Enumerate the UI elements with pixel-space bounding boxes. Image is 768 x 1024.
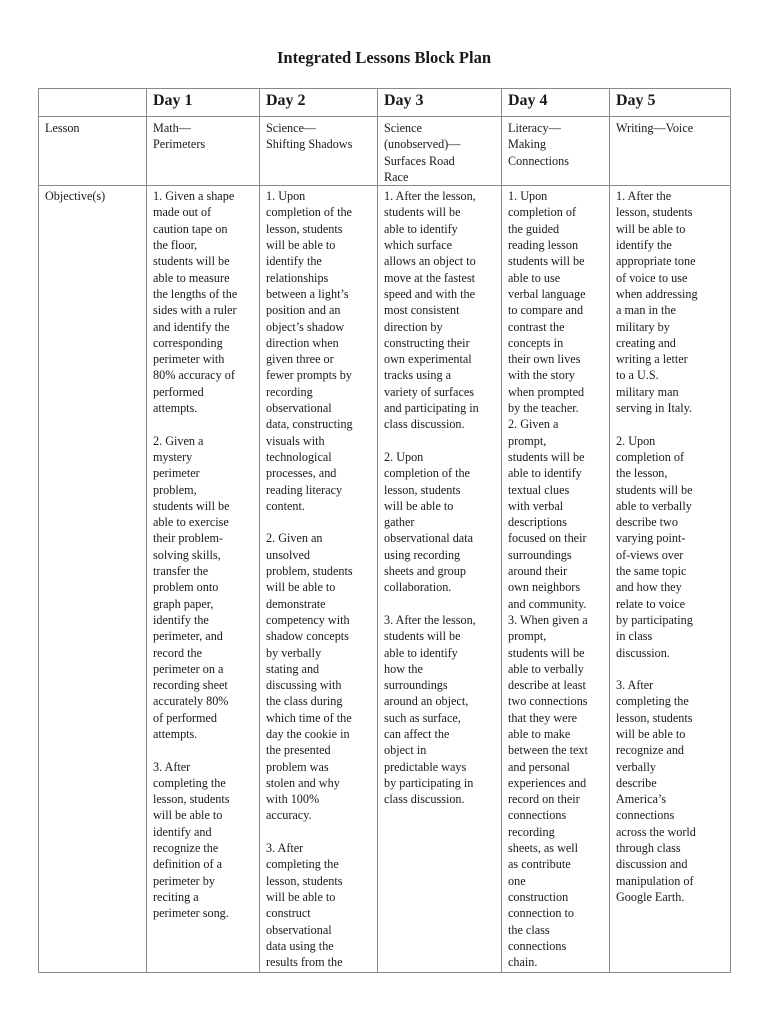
header-day-5: Day 5 (610, 89, 731, 117)
lesson-text-day-4: Literacy— Making Connections (508, 121, 569, 168)
lesson-cell-day-5 (610, 117, 731, 186)
objectives-row-label: Objective(s) (39, 186, 147, 973)
lesson-row (39, 117, 731, 186)
objectives-cell-day-3 (378, 186, 502, 973)
lesson-text-day-2: Science— Shifting Shadows (266, 121, 353, 152)
objectives-text-day-3: 1. After the lesson, students will be able to identify which surface allows an object to move at the fastest speed and with the most consistent direction by constructing their own experimental tracks using a variety of surfaces and participating in class discussion. 2. Upon completion of the lesson, students will be able to gather observational data using recording sheets and group collaboration. 3. After the lesson, students will be able to identify how the surroundings around an object, such as surface, can affect the object in predictable ways by participating in class discussion. (384, 189, 479, 807)
lesson-cell-day-1 (147, 117, 260, 186)
objectives-cell-day-2 (260, 186, 378, 973)
objectives-text-day-4: 1. Upon completion of the guided reading lesson students will be able to use verbal language to compare and contrast the concepts in their own lives with the story when prompted by the teacher. 2. Given a prompt, students will be able to identify textual clues with verbal descriptions focused on their surroundings around their own neighbors and community. 3. When given a prompt, students will be able to verbally describe at least two connections that they were able to make between the text and personal experiences and record on their connections recording sheets, as well as contribute one construction connection to the class connections chain. (508, 189, 588, 970)
header-row (39, 89, 731, 117)
lesson-cell-day-2 (260, 117, 378, 186)
objectives-row (39, 186, 731, 973)
objectives-cell-day-1 (147, 186, 260, 973)
header-cell-empty (39, 89, 147, 117)
header-day-2: Day 2 (260, 89, 378, 117)
objectives-text-day-1: 1. Given a shape made out of caution tape on the floor, students will be able to measure the lengths of the sides with a ruler and identify the corresponding perimeter with 80% accuracy of performed attempts. 2. Given a mystery perimeter problem, students will be able to exercise their problem- solving skills, transfer the problem onto graph paper, identify the perimeter, and record the perimeter on a recording sheet accurately 80% of performed attempts. 3. After completing the lesson, students will be able to identify and recognize the definition of a perimeter by reciting a perimeter song. (153, 189, 238, 921)
objectives-cell-day-4 (502, 186, 610, 973)
header-day-3: Day 3 (378, 89, 502, 117)
block-plan-table (38, 88, 731, 973)
lesson-cell-day-4 (502, 117, 610, 186)
objectives-text-day-5: 1. After the lesson, students will be able to identify the appropriate tone of voice to use when addressing a man in the military by creating and writing a letter to a U.S. military man serving in Italy. 2. Upon completion of the lesson, students will be able to verbally describe two varying point- of-views over the same topic and how they relate to voice by participating in class discussion. 3. After completing the lesson, students will be able to recognize and verbally describe America’s connections across the world through class discussion and manipulation of Google Earth. (616, 189, 698, 904)
lesson-text-day-3: Science (unobserved)— Surfaces Road Race (384, 121, 461, 184)
document-title: Integrated Lessons Block Plan (276, 48, 492, 67)
objectives-cell-day-5 (610, 186, 731, 973)
lesson-row-label: Lesson (39, 117, 147, 186)
header-day-1: Day 1 (147, 89, 260, 117)
header-day-4: Day 4 (502, 89, 610, 117)
lesson-text-day-1: Math— Perimeters (153, 121, 206, 152)
lesson-text-day-5: Writing—Voice (616, 121, 694, 135)
lesson-cell-day-3 (378, 117, 502, 186)
objectives-text-day-2: 1. Upon completion of the lesson, students will be able to identify the relationships between a light’s position and an object’s shadow direction when given three or fewer prompts by recording observational data, constructing visuals with technological processes, and reading literacy content. 2. Given an unsolved problem, students will be able to demonstrate competency with shadow concepts by verbally stating and discussing with the class during which time of the day the cookie in the presented problem was stolen and why with 100% accuracy. 3. After completing the lesson, students will be able to construct observational data using the results from the (266, 189, 353, 970)
